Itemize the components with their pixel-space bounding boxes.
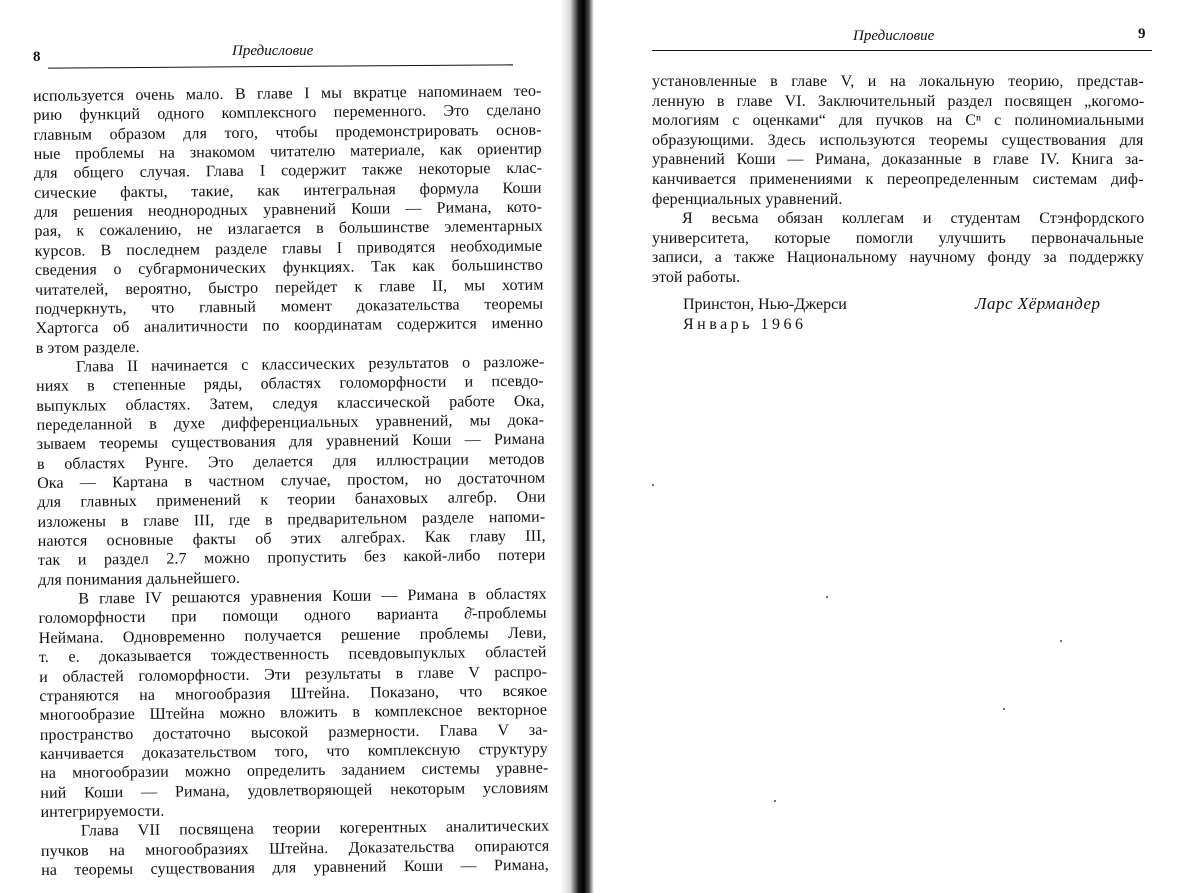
text-line: читателей, вероятно, быстро перейдет к главе II, мы хотим [35,276,544,299]
text-line: используется очень мало. В главе I мы вкратце напоминаем тео- [33,82,542,105]
text-line: уравнений Коши — Римана, доказанные в главе IV. Книга за- [652,151,1144,169]
text-line: ференциальных уравнений. [652,190,843,208]
text-line: переделанной в духе дифференциальных уравнений, мы дока- [36,411,545,434]
text-line: канчивается применениями к переопределенным системам диф- [652,171,1144,188]
text-line: Глава II начинается с классических результатов о разложе- [75,353,545,376]
text-line: университета, которые помогли улучшить первоначальные [652,229,1144,247]
text-line: Глава VII посвящена теории когерентных аналитических [80,817,550,840]
text-line: канчивается доказательством того, что комплексную структуру [39,740,548,763]
page-number-right: 9 [1138,26,1146,42]
text-line: изложены в главе III, где в предварительном разделе напоми- [37,508,546,531]
text-line: записи, а также Национальному научному фонду за поддержку [652,249,1144,267]
text-line: рию функций одного комплексного переменного. Это сделано [33,102,542,125]
running-head-right: Предисловие [853,28,935,44]
text-line: голоморфности при помощи одного варианта ∂̄-проблемы [38,605,547,628]
left-page [0,0,585,893]
right-page [600,0,1200,893]
scan-speck [1060,640,1062,642]
page-number-left: 8 [33,49,41,65]
text-line: сведения о субгармонических функциях. Так как большинство [34,256,543,280]
header-rule-left [48,64,513,68]
signature-place: Принстон, Нью-Джерси [683,296,847,313]
text-line: ний Коши — Римана, удовлетворяющей некоторым условиям [40,779,549,802]
text-line: в областях Рунге. Это делается для иллюстрации методов [36,450,545,473]
text-line: для главных применений к теории банаховых алгебр. Они [37,488,546,512]
header-rule-right [652,50,1152,51]
scan-speck [774,800,776,802]
text-line: Я весьма обязан коллегам и студентам Стэнфордского [682,210,1145,228]
signature-author: Ларс Хёрмандер [975,294,1101,313]
scan-speck [1003,708,1005,710]
text-line: на многообразии можно определить заданием системы уравне- [40,759,549,783]
text-line: сические факты, такие, как интегральная формула Коши [34,179,542,202]
text-line: пространство достаточно высокой размерности. Глава V за- [39,721,548,744]
text-line: Неймана. Одновременно получается решение проблемы Леви, [38,624,547,647]
text-line: для понимания дальнейшего. [38,569,241,589]
text-line: наются основные факты об этих алгебрах. Как главу III, [37,527,546,551]
text-line: главным образом для того, чтобы продемонстрировать основ- [33,121,542,144]
text-line: страняются на многообразия Штейна. Показано, что всякое [39,682,548,705]
text-line: выпуклых областях. Затем, следуя классической работе Ока, [36,392,545,415]
text-line: и областей голоморфности. Эти результаты в главе V распро- [39,663,548,686]
text-line: ные проблемы на знакомом читателю материале, как ориентир [33,140,542,164]
text-line: интегрируемости. [40,802,165,821]
text-line: на теоремы существования для уравнений Коши — Римана, [41,856,549,879]
text-line: пучков на многообразиях Штейна. Доказательства опираются [40,837,550,860]
signature-date: Январь 1966 [683,316,807,333]
text-line: для решения неоднородных уравнений Коши — Римана, кото- [34,198,543,222]
text-line: установленные в главе V, и на локальную теорию, представ- [652,73,1144,90]
text-line: В главе IV решаются уравнения Коши — Римана в областях [78,585,547,608]
scan-speck [826,596,828,598]
text-line: курсов. В последнем разделе главы I приводятся необходимые [34,237,543,260]
text-line: мологиям с оценками“ для пучков на Cⁿ с полиномиальными [652,112,1145,130]
text-line: в этом разделе. [35,338,140,357]
left-body-text [33,82,553,879]
text-line: т. е. доказывается тождественность псевдовыпуклых областей [38,643,547,667]
text-line: рая, к сожалению, не излагается в большинстве элементарных [34,218,543,241]
text-line: подчеркнуть, что главный момент доказательства теоремы [35,295,544,318]
text-line: этой работы. [652,269,741,286]
text-line: ниях в степенные ряды, областях голоморфности и псевдо- [36,372,544,396]
text-line: многообразие Штейна можно вложить в комплексное векторное [39,701,548,725]
text-line: Ока — Картана в частном случае, простом, но достаточном [37,469,546,492]
text-line: зываем теоремы существования для уравнений Коши — Римана [36,430,545,454]
running-head-left: Предисловие [232,43,314,59]
text-line: для общего случая. Глава I содержит также некоторые клас- [33,160,543,183]
text-line: ленную в главе VI. Заключительный раздел посвящен „когомо- [652,92,1145,110]
text-line: Хартогса об аналитичности по координатам содержится именно [35,314,544,338]
scan-speck [652,484,654,486]
book-gutter [560,0,594,893]
text-line: образующими. Здесь используются теоремы существования для [652,131,1144,149]
text-line: так и раздел 2.7 можно пропустить без какой-либо потери [37,547,546,570]
